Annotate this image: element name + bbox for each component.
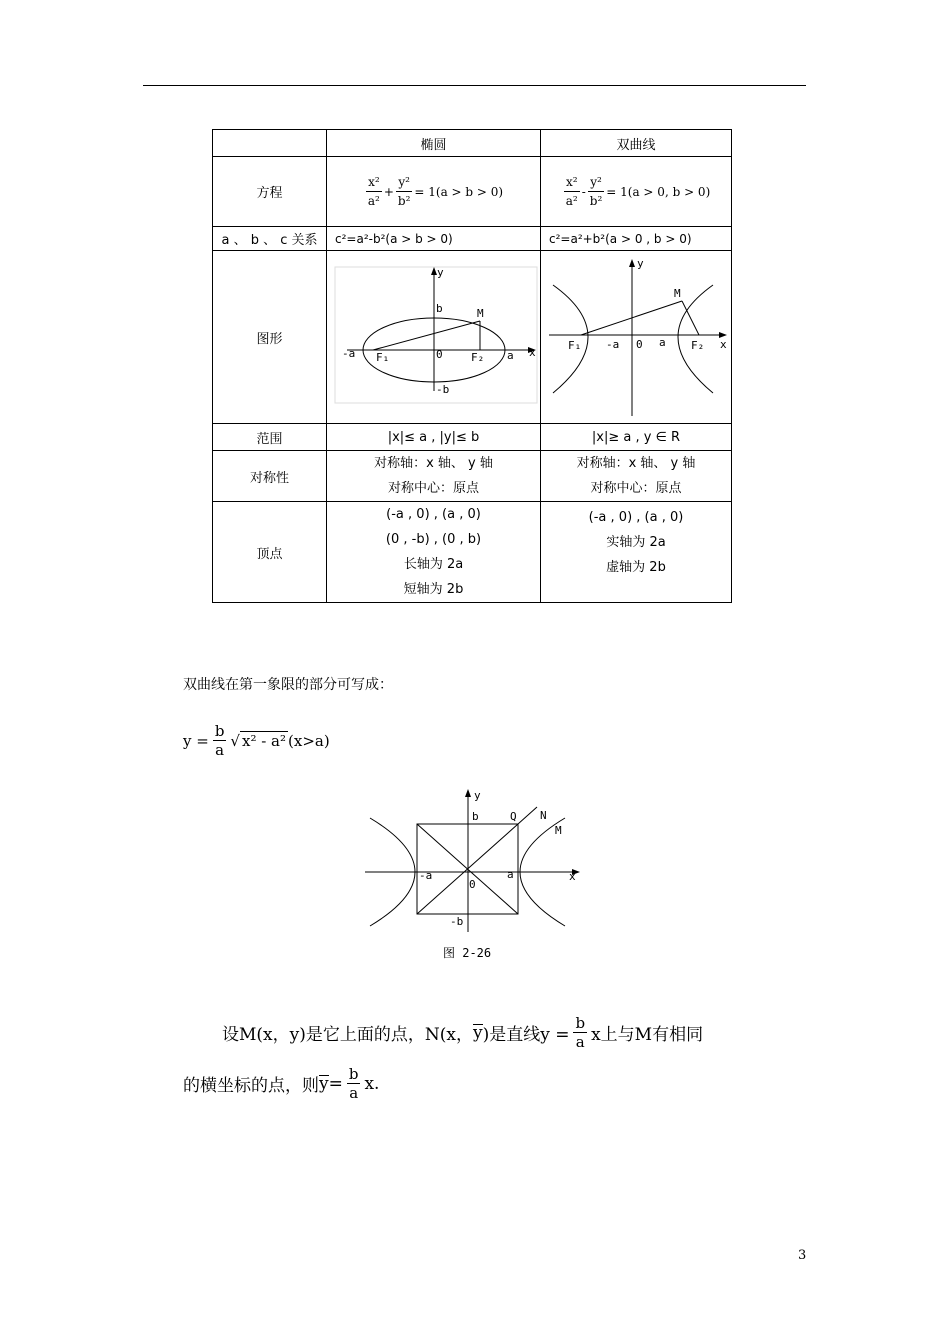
vertex-row — [213, 502, 732, 603]
line1-part-c: x上与M有相同 — [591, 1025, 704, 1045]
formula-radicand: x² - a² — [241, 732, 287, 750]
ybar-symbol: y — [472, 1022, 483, 1043]
ellipse-fig-a-label: a — [507, 349, 514, 362]
line2-part-a: 的横坐标的点，则 — [183, 1076, 319, 1096]
hyperbola-fig-neg-a-label: -a — [606, 338, 620, 351]
ellipse-fig-origin-label: 0 — [436, 348, 443, 361]
hyperbola-eq-rhs: = 1(a > 0, b > 0) — [606, 184, 711, 199]
ybar-symbol: y — [319, 1073, 329, 1094]
fig226-x-label: x — [569, 870, 576, 883]
fig226-y-label: y — [474, 789, 481, 802]
shape-row — [213, 251, 732, 424]
ellipse-vertex-line: 长轴为 2a — [403, 557, 464, 572]
ellipse-vertex-line: 短轴为 2b — [403, 582, 464, 597]
hyperbola-fig-x-label: x — [720, 338, 727, 351]
hyperbola-eq-y-num: y² — [588, 173, 604, 192]
ellipse-range: |x|≤ a , |y|≤ b — [327, 424, 541, 451]
sqrt-icon: √ — [230, 731, 240, 750]
ellipse-fig-b-label: b — [436, 302, 443, 315]
first-quadrant-formula — [183, 722, 330, 759]
hyperbola-eq-x-num: x² — [564, 173, 580, 192]
formula-lhs: y = — [183, 731, 209, 750]
paragraph-line-2 — [183, 1065, 379, 1102]
ellipse-vertex-line: (-a , 0) , (a , 0) — [386, 507, 481, 522]
equation-row — [213, 157, 732, 227]
fig226-origin-label: 0 — [469, 878, 476, 891]
formula-num: b — [214, 722, 225, 740]
line1-part-a: 设M(x，y)是它上面的点，N(x， — [222, 1025, 473, 1045]
hyperbola-eq-y-den: b² — [589, 194, 603, 208]
line2-part-c: x. — [364, 1073, 380, 1094]
ellipse-figure-cell — [327, 251, 541, 424]
ellipse-fig-f1-label: F₁ — [376, 351, 390, 364]
table-header-row — [213, 130, 732, 157]
fig226-neg-b-label: -b — [450, 915, 464, 928]
hyperbola-range: |x|≥ a , y ∈ R — [541, 424, 732, 451]
ellipse-figure — [327, 251, 540, 419]
hyperbola-fig-f2-label: F₂ — [691, 339, 705, 352]
hyperbola-eq-x-den: a² — [565, 194, 578, 208]
formula-den: a — [215, 741, 225, 759]
line1-part-b: )是直线y = — [482, 1025, 570, 1045]
fig226-m-label: M — [555, 824, 562, 837]
ellipse-fig-x-label: x — [529, 346, 536, 359]
line2-frac-num: b — [348, 1065, 359, 1083]
ellipse-eq-rhs: = 1(a > b > 0) — [414, 184, 504, 199]
range-row — [213, 424, 732, 451]
hyperbola-equation — [541, 157, 732, 227]
hyperbola-eq-op: - — [581, 184, 586, 199]
ellipse-fig-neg-a-label: -a — [342, 347, 356, 360]
ellipse-eq-x-den: a² — [367, 194, 380, 208]
ellipse-equation — [327, 157, 541, 227]
equation-label: 方程 — [213, 157, 327, 227]
intro-text: 双曲线在第一象限的部分可写成： — [183, 677, 393, 693]
hyperbola-symmetry-axis: 对称轴：x 轴、 y 轴 — [576, 456, 696, 471]
fig226-a-label: a — [507, 868, 514, 881]
ellipse-eq-x-num: x² — [366, 173, 382, 192]
ellipse-symmetry-center: 对称中心：原点 — [387, 481, 479, 496]
vertex-label: 顶点 — [213, 502, 327, 603]
formula-condition: (x>a) — [288, 731, 330, 750]
hyperbola-fig-m-label: M — [674, 287, 681, 300]
hyperbola-vertex — [541, 502, 732, 603]
comparison-table — [212, 129, 732, 603]
fig226-neg-a-label: -a — [419, 869, 433, 882]
hyperbola-figure — [541, 251, 731, 419]
hyperbola-vertex-line: (-a , 0) , (a , 0) — [588, 510, 684, 525]
hyperbola-symmetry-center: 对称中心：原点 — [590, 481, 682, 496]
header-hyperbola: 双曲线 — [541, 130, 732, 157]
table-corner-cell — [213, 130, 327, 157]
line1-frac-num: b — [575, 1014, 586, 1032]
hyperbola-fig-y-label: y — [637, 257, 644, 270]
figure-caption: 图 2-26 — [443, 946, 492, 960]
hyperbola-fig-origin-label: 0 — [636, 338, 643, 351]
ellipse-vertex — [327, 502, 541, 603]
fig226-n-label: N — [540, 809, 547, 822]
relation-row — [213, 227, 732, 251]
ellipse-fig-y-label: y — [437, 266, 444, 279]
ellipse-fig-neg-b-label: -b — [436, 383, 450, 396]
fig226-q-label: Q — [510, 810, 517, 823]
line2-part-b: = — [328, 1073, 343, 1094]
ellipse-fig-f2-label: F₂ — [471, 351, 485, 364]
ellipse-relation: c²=a²-b²(a > b > 0) — [327, 227, 541, 251]
page-number: 3 — [798, 1248, 807, 1263]
ellipse-eq-y-den: b² — [397, 194, 411, 208]
header-ellipse: 椭圆 — [327, 130, 541, 157]
symmetry-label: 对称性 — [213, 451, 327, 502]
symmetry-row — [213, 451, 732, 502]
ellipse-eq-op: + — [383, 184, 394, 199]
hyperbola-figure-cell — [541, 251, 732, 424]
line1-frac-den: a — [575, 1033, 585, 1051]
header-rule — [143, 85, 806, 86]
hyperbola-vertex-line: 虚轴为 2b — [606, 560, 666, 575]
relation-label: a 、 b 、 c 关系 — [213, 227, 327, 251]
ellipse-eq-y-num: y² — [396, 173, 412, 192]
paragraph-line-1 — [222, 1014, 703, 1051]
hyperbola-symmetry — [541, 451, 732, 502]
hyperbola-vertex-line: 实轴为 2a — [606, 535, 666, 550]
figure-2-26 — [365, 784, 585, 969]
range-label: 范围 — [213, 424, 327, 451]
shape-label: 图形 — [213, 251, 327, 424]
ellipse-fig-m-label: M — [477, 307, 484, 320]
line2-frac-den: a — [349, 1084, 359, 1102]
ellipse-vertex-line: (0 , -b) , (0 , b) — [385, 532, 482, 547]
hyperbola-relation: c²=a²+b²(a > 0 , b > 0) — [541, 227, 732, 251]
hyperbola-fig-f1-label: F₁ — [568, 339, 582, 352]
ellipse-symmetry — [327, 451, 541, 502]
hyperbola-fig-a-label: a — [659, 336, 666, 349]
fig226-b-label: b — [472, 810, 479, 823]
ellipse-symmetry-axis: 对称轴：x 轴、 y 轴 — [374, 456, 493, 471]
